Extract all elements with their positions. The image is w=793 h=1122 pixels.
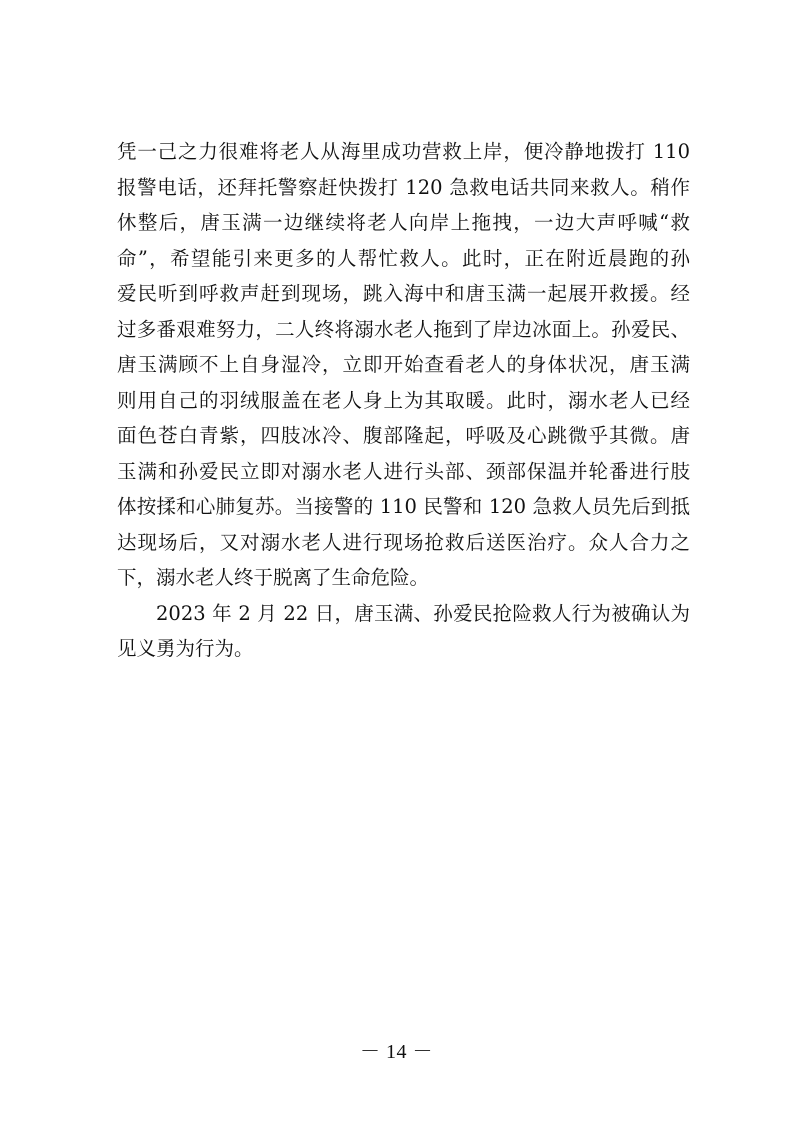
text-line: 命”，希望能引来更多的人帮忙救人。此时，正在附近晨跑的孙: [117, 246, 690, 270]
body-text: [117, 134, 690, 667]
text-line: 爱民听到呼救声赶到现场，跳入海中和唐玉满一起展开救援。经: [117, 282, 690, 305]
text-line: 过多番艰难努力，二人终将溺水老人拖到了岸边冰面上。孙爱民、: [117, 317, 690, 341]
text-line: 面色苍白青紫，四肢冰冷、腹部隆起，呼吸及心跳微乎其微。唐: [117, 424, 690, 447]
text-line: 见义勇为行为。: [117, 637, 254, 660]
paragraph-rescue-account: [117, 134, 690, 596]
page-number: － 14 －: [360, 1041, 433, 1063]
text-line: 体按揉和心肺复苏。当接警的 110 民警和 120 急救人员先后到抵: [117, 495, 690, 518]
text-line: 下，溺水老人终于脱离了生命危险。: [117, 566, 430, 589]
text-line: 报警电话，还拜托警察赶快拨打 120 急救电话共同来救人。稍作: [117, 175, 690, 199]
text-line: 休整后，唐玉满一边继续将老人向岸上拖拽，一边大声呼喊“救: [117, 211, 690, 234]
text-line: 玉满和孙爱民立即对溺水老人进行头部、颈部保温并轮番进行肢: [117, 459, 690, 483]
text-line: 则用自己的羽绒服盖在老人身上为其取暖。此时，溺水老人已经: [117, 388, 690, 412]
text-line: 2023 年 2 月 22 日，唐玉满、孙爱民抢险救人行为被确认为: [156, 601, 690, 625]
text-line: 凭一己之力很难将老人从海里成功营救上岸，便冷静地拨打 110: [117, 140, 690, 163]
text-line: 唐玉满顾不上自身湿冷，立即开始查看老人的身体状况，唐玉满: [117, 353, 690, 376]
text-line: 达现场后，又对溺水老人进行现场抢救后送医治疗。众人合力之: [117, 530, 690, 554]
paragraph-recognition: [117, 596, 690, 667]
